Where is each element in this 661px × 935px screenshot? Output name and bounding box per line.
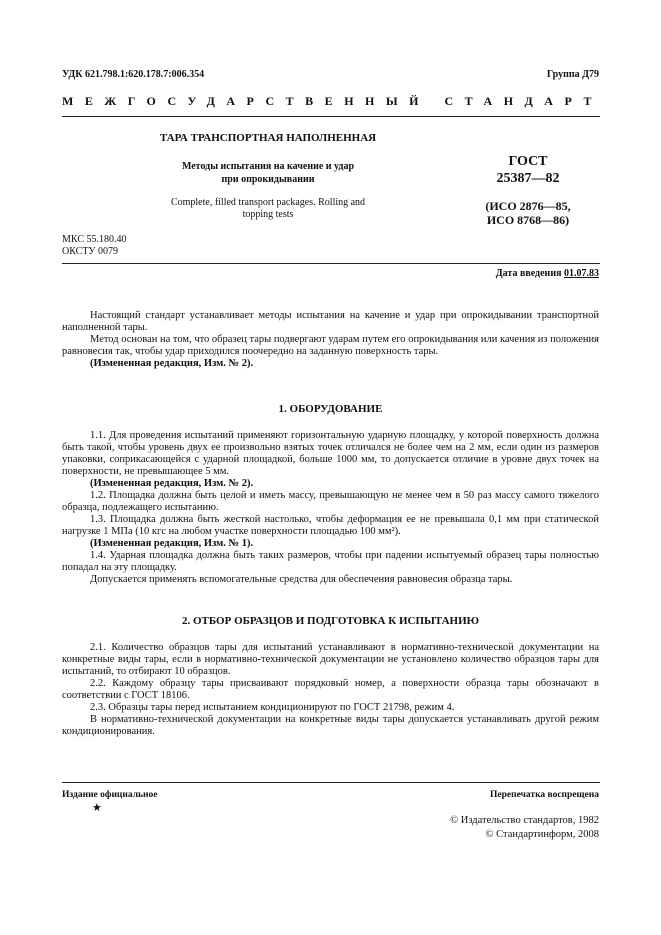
- clause-2-3-note: В нормативно-технической документации на конкретные виды тары допускается устанавливать другой режим кондиционирования.: [62, 714, 599, 737]
- english-line-1: Complete, filled transport packages. Rolling and: [170, 197, 366, 208]
- copyright-line-1: © Издательство стандартов, 1982: [450, 815, 599, 826]
- effective-date: [496, 268, 599, 279]
- gost-code: 25387—82: [496, 171, 560, 186]
- clause-1-3-amendment: (Измененная редакция, Изм. № 1).: [90, 538, 254, 549]
- methods-subtitle: [108, 160, 428, 186]
- footer-rule: [62, 782, 600, 783]
- title-rule-bottom: [62, 263, 600, 264]
- clause-2-3: 2.3. Образцы тары перед испытанием кондиционируют по ГОСТ 21798, режим 4.: [90, 702, 455, 713]
- methods-line-2: при опрокидывании: [221, 174, 315, 185]
- clause-1-2: 1.2. Площадка должна быть целой и иметь массу, превышающую не менее чем в 50 раз массу самого тяжелого образца, подлежащего испытанию.: [62, 490, 599, 513]
- clause-1-1: 1.1. Для проведения испытаний применяют горизонтальную ударную площадку, у которой поверхность должна быть такой, чтобы уровень двух ее произвольно взятых точек отличался не более чем на 2 мм, если один из размеров упаковки, соприкасающейся с ударной площадкой, больше 1000 мм, то допускается отличие в уровне двух точек на поверхности, не превышающее 5 мм.: [62, 430, 599, 477]
- clause-1-1-amendment: (Измененная редакция, Изм. № 2).: [90, 478, 254, 489]
- clause-1-3: 1.3. Площадка должна быть жесткой настолько, чтобы деформация ее не превышала 0,1 мм при статической нагрузке 1 МПа (10 кгс на любом участке поверхности площадью 100 мм²).: [62, 514, 599, 537]
- english-title: [108, 197, 428, 221]
- group-code: Группа Д79: [546, 69, 599, 80]
- section-1-body: [62, 430, 599, 586]
- date-label: Дата введения: [495, 268, 562, 279]
- section-2-heading: 2. ОТБОР ОБРАЗЦОВ И ПОДГОТОВКА К ИСПЫТАНИЮ: [181, 615, 480, 627]
- classification-codes: [62, 234, 126, 258]
- header-rule-top: [62, 116, 600, 117]
- okstu-code: ОКСТУ 0079: [62, 246, 119, 257]
- clause-1-4-note: Допускается применять вспомогательные средства для обеспечения равновесия образца тары.: [90, 574, 513, 585]
- intro-amendment: (Измененная редакция, Изм. № 2).: [90, 358, 254, 369]
- date-value: 01.07.83: [564, 268, 599, 279]
- official-edition: Издание официальное: [62, 790, 158, 800]
- star-icon: ★: [92, 802, 102, 814]
- copyright-line-2: © Стандартинформ, 2008: [485, 829, 599, 840]
- clause-1-4: 1.4. Ударная площадка должна быть таких размеров, чтобы при падении испытуемый образец тары полностью попадал на эту площадку.: [62, 550, 599, 573]
- section-1-heading: 1. ОБОРУДОВАНИЕ: [278, 403, 383, 415]
- iso-reference: [458, 199, 598, 227]
- gost-number: [458, 153, 598, 187]
- udk-code: УДК 621.798.1:620.178.7:006.354: [62, 69, 205, 80]
- clause-2-2: 2.2. Каждому образцу тары присваивают порядковый номер, а поверхности образца тары обозначают в соответствии с ГОСТ 18106.: [62, 678, 599, 701]
- gost-label: ГОСТ: [508, 154, 548, 169]
- reprint-prohibited: Перепечатка воспрещена: [489, 790, 599, 800]
- english-line-2: topping tests: [242, 209, 294, 220]
- intro-paragraph-1: Настоящий стандарт устанавливает методы испытания на качение и удар при опрокидывании транспортной наполненной тары.: [62, 310, 599, 333]
- mks-code: МКС 55.180.40: [62, 234, 127, 245]
- copyright-block: [450, 814, 599, 842]
- interstate-standard-heading: МЕЖГОСУДАРСТВЕННЫЙ СТАНДАРТ: [62, 94, 603, 108]
- methods-line-1: Методы испытания на качение и удар: [181, 161, 355, 172]
- iso-line-2: ИСО 8768—86): [486, 213, 570, 227]
- section-2-body: [62, 642, 599, 738]
- iso-line-1: (ИСО 2876—85,: [485, 199, 571, 213]
- clause-2-1: 2.1. Количество образцов тары для испытаний устанавливают в нормативно-технической документации на конкретные виды тары, если в нормативно-технической документации не установлено количество образцов тары для испытаний, то отбирают 10 образцов.: [62, 642, 599, 677]
- document-title: ТАРА ТРАНСПОРТНАЯ НАПОЛНЕННАЯ: [159, 132, 377, 144]
- intro-paragraph-2: Метод основан на том, что образец тары подвергают ударам путем его опрокидывания или качения из положения равновесия так, чтобы удар приходился поочередно на заданную поверхность тары.: [62, 334, 599, 357]
- intro-block: [62, 310, 599, 370]
